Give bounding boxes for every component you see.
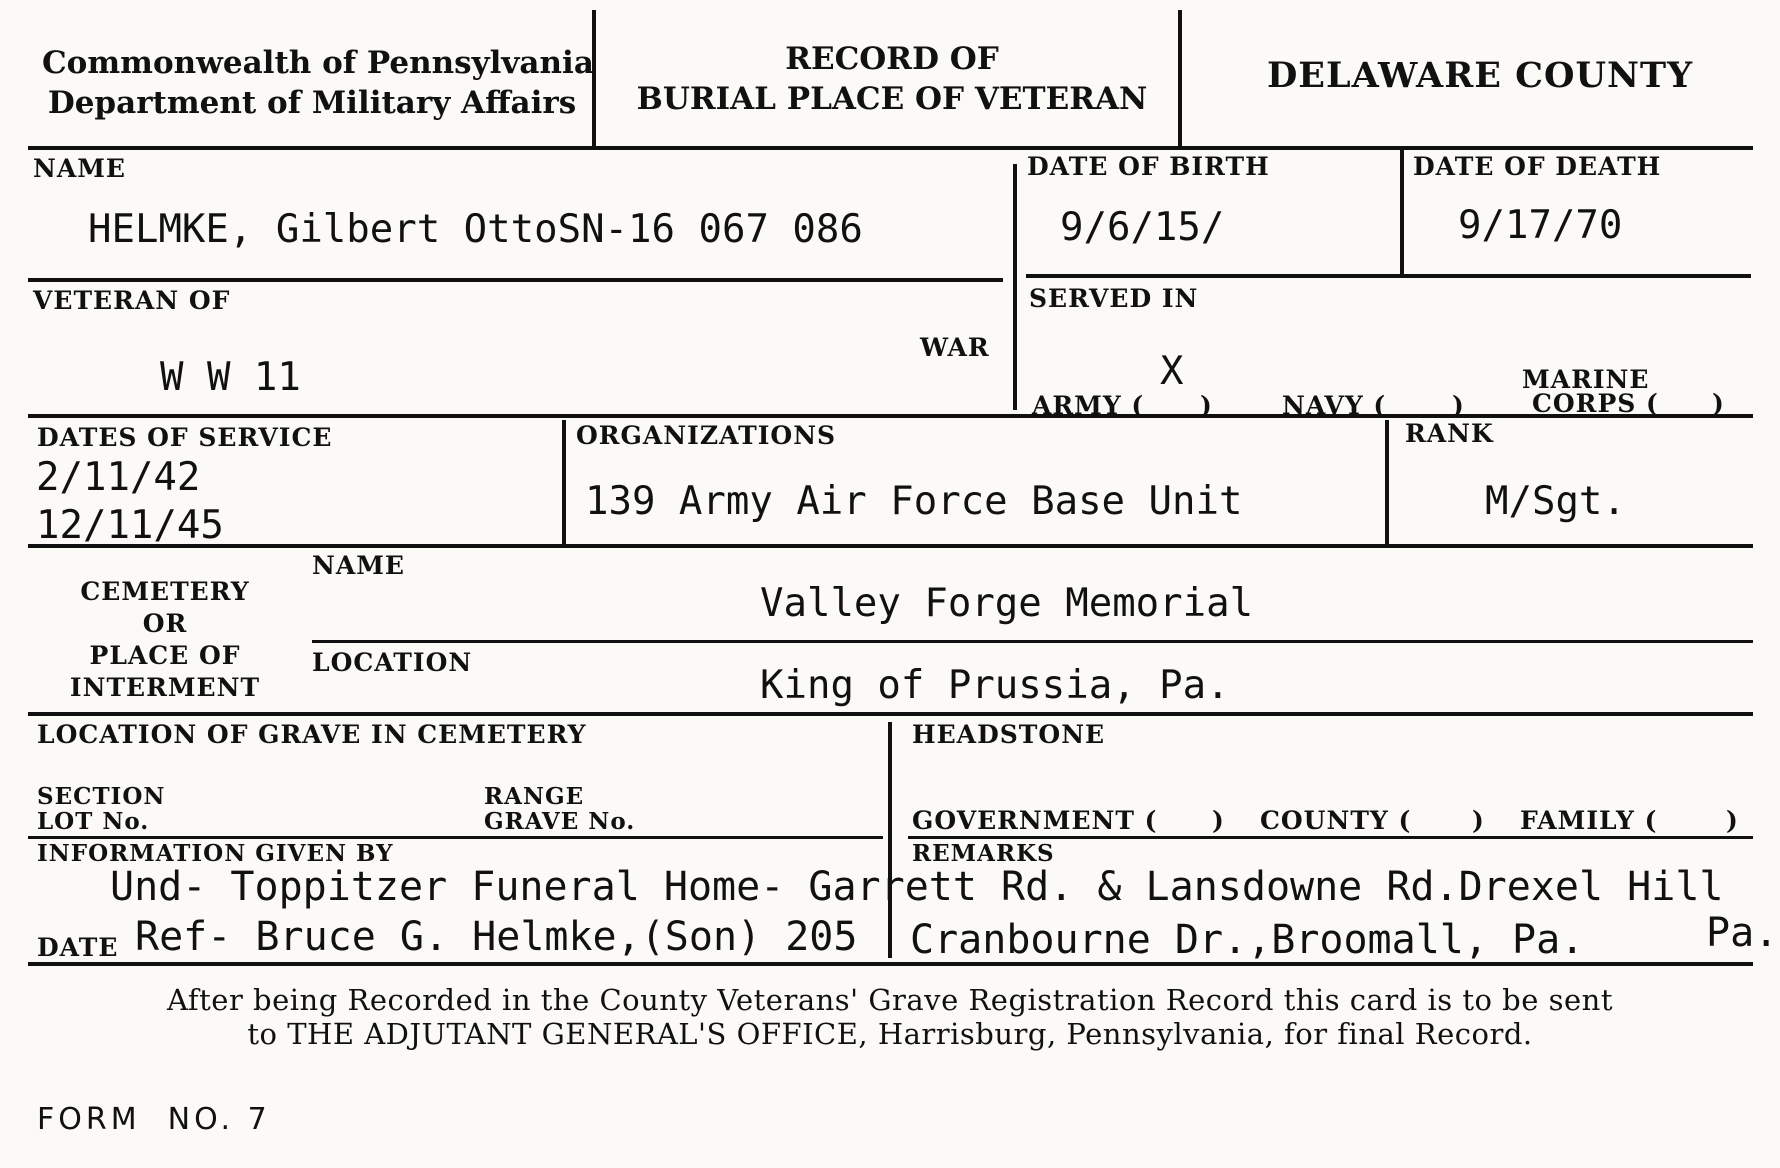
dates-of-service-label: DATES OF SERVICE [37, 423, 333, 452]
cemetery-label-4: INTERMENT [69, 673, 261, 702]
army-mark-value: X [1160, 349, 1184, 394]
remarks-label: REMARKS [912, 840, 1055, 867]
section-label: SECTION [37, 783, 166, 810]
information-line-1: Und- Toppitzer Funeral Home- Garrett Rd. & Lansdowne Rd.Drexel Hill [110, 864, 1724, 910]
headstone-divider [888, 722, 892, 958]
cemetery-label-3: PLACE OF [89, 641, 241, 670]
form-title [612, 40, 1172, 119]
war-label: WAR [920, 333, 990, 362]
headstone-label: HEADSTONE [912, 720, 1106, 749]
service-start-value: 2/11/42 [36, 455, 201, 500]
range-label: RANGE [484, 783, 585, 810]
date-label: DATE [37, 933, 119, 962]
rank-divider [1385, 420, 1389, 544]
cemetery-location-label: LOCATION [312, 648, 473, 677]
cemetery-label-2: OR [142, 609, 188, 638]
name-label: NAME [33, 154, 126, 183]
rank-value: M/Sgt. [1485, 479, 1626, 524]
form-title-line-2: BURIAL PLACE OF VETERAN [636, 80, 1148, 117]
cemetery-location-value: King of Prussia, Pa. [760, 663, 1230, 708]
marine-label-1: MARINE [1522, 365, 1650, 394]
family-label: FAMILY ( [1520, 806, 1658, 835]
county-name: DELAWARE COUNTY [1266, 55, 1694, 96]
cemetery-name-label: NAME [312, 551, 405, 580]
rule-header-bottom [28, 146, 1753, 150]
instructions-line-1: After being Recorded in the County Veterans' Grave Registration Record this card is to be sent [166, 983, 1614, 1017]
grave-location-label: LOCATION OF GRAVE IN CEMETERY [37, 720, 587, 749]
rule-dates-bottom [1026, 274, 1751, 278]
cemetery-label-1: CEMETERY [80, 577, 250, 606]
county-close: ) [1472, 806, 1485, 835]
rule-service-bottom [28, 544, 1753, 548]
header-divider-2 [1178, 10, 1182, 148]
rule-info-bottom [28, 962, 1753, 966]
rule-cemetery-name [312, 640, 1753, 643]
veteran-of-value: W W 11 [160, 355, 301, 400]
org-divider [562, 420, 566, 544]
form-number: FORM NO. 7 [37, 1102, 271, 1137]
rule-headstone-bottom [908, 836, 1753, 839]
rank-label: RANK [1405, 419, 1494, 448]
rule-name-bottom [28, 278, 1003, 282]
government-close: ) [1212, 806, 1225, 835]
marine-close: ) [1712, 389, 1725, 418]
date-of-death-label: DATE OF DEATH [1413, 152, 1662, 181]
dob-divider [1013, 164, 1017, 410]
information-given-by-label: INFORMATION GIVEN BY [37, 840, 394, 867]
county-label: COUNTY ( [1260, 806, 1412, 835]
agency-line-1: Commonwealth of Pennsylvania [42, 45, 594, 81]
organizations-label: ORGANIZATIONS [576, 421, 837, 450]
cemetery-label [60, 576, 270, 704]
grave-no-label: GRAVE No. [484, 808, 636, 835]
rule-veteran-bottom [28, 414, 1753, 418]
information-line-2-right: Cranbourne Dr.,Broomall, Pa. [910, 917, 1585, 963]
navy-label: NAVY ( [1282, 391, 1387, 420]
instructions-line-2: to THE ADJUTANT GENERAL'S OFFICE, Harrisburg, Pennsylvania, for final Record. [247, 1016, 1533, 1051]
served-in-label: SERVED IN [1029, 284, 1199, 313]
cemetery-name-value: Valley Forge Memorial [760, 581, 1254, 626]
service-end-value: 12/11/45 [36, 503, 224, 548]
header-divider-1 [592, 10, 596, 148]
rule-cemetery-bottom [28, 712, 1753, 716]
veteran-of-label: VETERAN OF [33, 286, 231, 315]
information-line-2-left: Ref- Bruce G. Helmke,(Son) 205 [135, 914, 858, 960]
veteran-name-value: HELMKE, Gilbert OttoSN-16 067 086 [88, 207, 863, 252]
agency-name [42, 44, 594, 123]
army-close: ) [1200, 391, 1213, 420]
date-of-birth-value: 9/6/15/ [1060, 205, 1225, 250]
date-of-birth-label: DATE OF BIRTH [1027, 152, 1270, 181]
information-line-2-end: Pa. [1706, 910, 1779, 956]
organization-value: 139 Army Air Force Base Unit [585, 479, 1243, 524]
form-title-line-1: RECORD OF [785, 41, 999, 77]
navy-close: ) [1452, 391, 1465, 420]
marine-label-2: CORPS ( [1532, 389, 1659, 418]
lot-no-label: LOT No. [37, 808, 150, 835]
instructions [30, 984, 1750, 1051]
date-of-death-value: 9/17/70 [1458, 203, 1623, 248]
rule-grave-bottom [28, 836, 883, 839]
dod-divider [1400, 150, 1404, 276]
government-label: GOVERNMENT ( [912, 806, 1158, 835]
family-close: ) [1726, 806, 1739, 835]
agency-line-2: Department of Military Affairs [47, 84, 577, 121]
army-label: ARMY ( [1032, 391, 1145, 420]
